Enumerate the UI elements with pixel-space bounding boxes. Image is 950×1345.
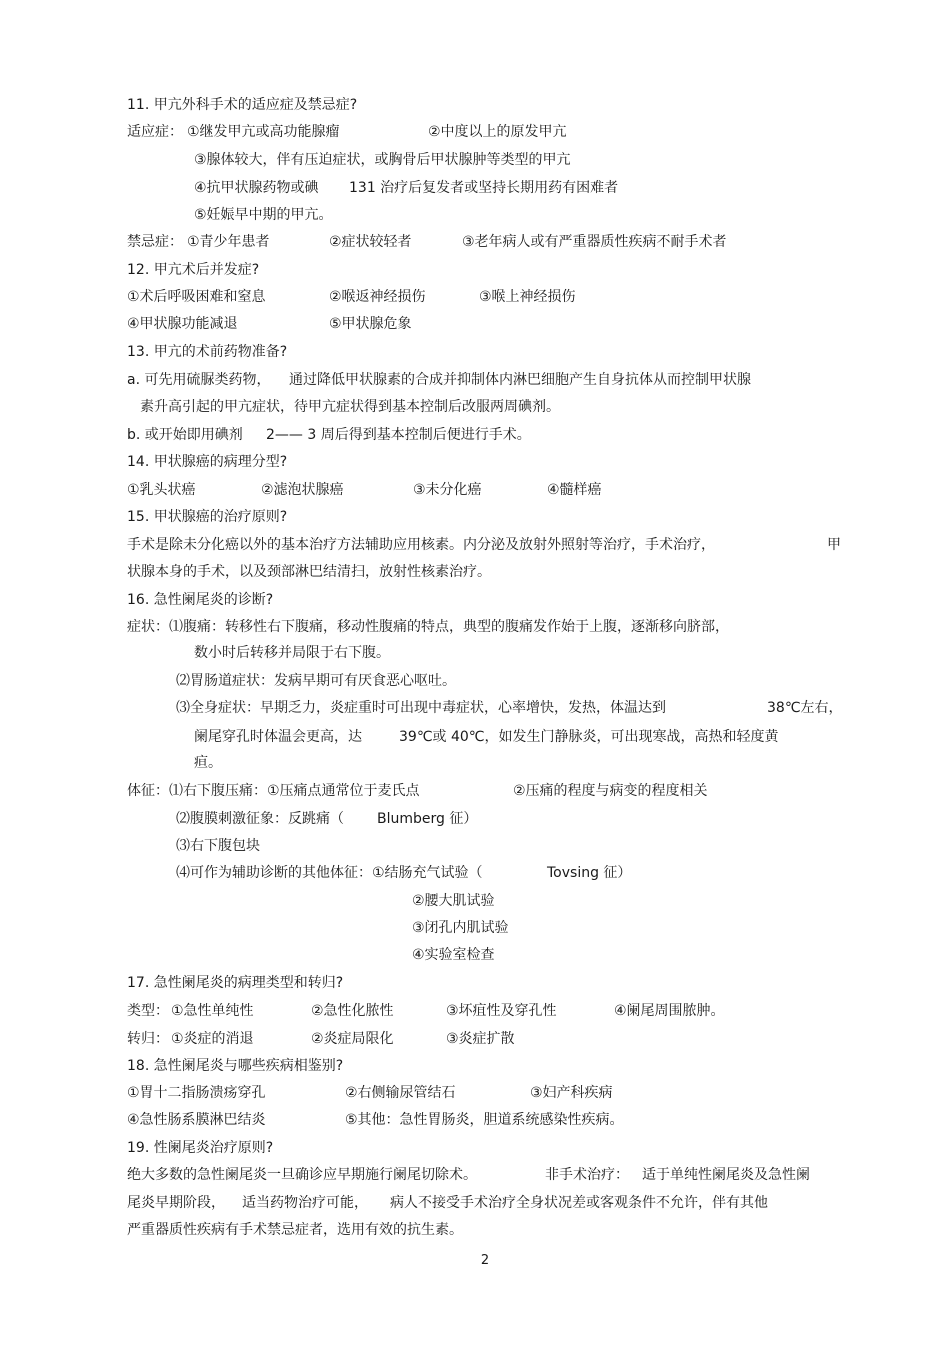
principle-line-1c: 适于单纯性阑尾炎及急性阑 bbox=[642, 1167, 810, 1183]
cancer-type-1: ①乳头状癌 bbox=[127, 482, 196, 498]
principle-line-1a: 绝大多数的急性阑尾炎一旦确诊应早期施行阑尾切除术。 bbox=[127, 1167, 477, 1183]
prep-b-line-1b: 2—— 3 周后得到基本控制后便进行手术。 bbox=[266, 427, 531, 443]
prep-a-line-2: 素升高引起的甲亢症状，待甲亢症状得到基本控制后改服两周碘剂。 bbox=[140, 399, 560, 415]
indication-item-3: ③腺体较大，伴有压迫症状，或胸骨后甲状腺肿等类型的甲亢 bbox=[194, 152, 571, 168]
indication-item-4a: ④抗甲状腺药物或碘 bbox=[194, 180, 319, 196]
sign-2b: Blumberg 征） bbox=[377, 811, 478, 827]
outcome-item-2: ②炎症局限化 bbox=[311, 1031, 394, 1047]
sign-4e: ④实验室检查 bbox=[412, 947, 495, 963]
type-item-3: ③坏疽性及穿孔性 bbox=[446, 1003, 557, 1019]
sign-1a: 体征：⑴右下腹压痛：①压痛点通常位于麦氏点 bbox=[127, 783, 420, 799]
sign-4b: Tovsing 征） bbox=[547, 865, 632, 881]
sign-2a: ⑵腹膜刺激征象：反跳痛（ bbox=[176, 811, 344, 827]
complication-item-3: ③喉上神经损伤 bbox=[479, 289, 576, 305]
question-11-title: 11. 甲亢外科手术的适应症及禁忌症? bbox=[127, 97, 358, 113]
symptom-3c: 阑尾穿孔时体温会更高，达 bbox=[194, 729, 362, 745]
indication-item-1: ①继发甲亢或高功能腺瘤 bbox=[187, 124, 340, 140]
contraindication-item-2: ②症状较轻者 bbox=[329, 234, 412, 250]
page-number: 2 bbox=[480, 1253, 490, 1268]
differential-item-4: ④急性肠系膜淋巴结炎 bbox=[127, 1112, 266, 1128]
question-16-title: 16. 急性阑尾炎的诊断? bbox=[127, 592, 274, 608]
sign-3: ⑶右下腹包块 bbox=[176, 838, 260, 854]
contraindication-label: 禁忌症： bbox=[127, 234, 183, 250]
indication-item-5: ⑤妊娠早中期的甲亢。 bbox=[194, 207, 333, 223]
cancer-type-2: ②滤泡状腺癌 bbox=[261, 482, 344, 498]
symptom-2: ⑵胃肠道症状：发病早期可有厌食恶心呕吐。 bbox=[176, 673, 456, 689]
question-13-title: 13. 甲亢的术前药物准备? bbox=[127, 344, 288, 360]
outcome-item-1: ①炎症的消退 bbox=[171, 1031, 254, 1047]
contraindication-item-1: ①青少年患者 bbox=[187, 234, 270, 250]
symptom-3b: 38℃左右， bbox=[767, 700, 843, 716]
complication-item-2: ②喉返神经损伤 bbox=[329, 289, 426, 305]
symptom-1: 症状：⑴腹痛：转移性右下腹痛，移动性腹痛的特点，典型的腹痛发作始于上腹，逐渐移向脐部， bbox=[127, 619, 729, 635]
prep-a-line-1b: 通过降低甲状腺素的合成并抑制体内淋巴细胞产生自身抗体从而控制甲状腺 bbox=[289, 372, 751, 388]
principle-line-1b: 非手术治疗： bbox=[545, 1167, 629, 1183]
type-label: 类型： bbox=[127, 1003, 169, 1019]
principle-line-2a: 尾炎早期阶段， bbox=[127, 1195, 225, 1211]
sign-1b: ②压痛的程度与病变的程度相关 bbox=[513, 783, 708, 799]
question-14-title: 14. 甲状腺癌的病理分型? bbox=[127, 454, 288, 470]
question-15-title: 15. 甲状腺癌的治疗原则? bbox=[127, 509, 288, 525]
differential-item-3: ③妇产科疾病 bbox=[530, 1085, 613, 1101]
contraindication-item-3: ③老年病人或有严重器质性疾病不耐手术者 bbox=[462, 234, 727, 250]
question-18-title: 18. 急性阑尾炎与哪些疾病相鉴别? bbox=[127, 1058, 344, 1074]
treatment-line-2: 状腺本身的手术，以及颈部淋巴结清扫，放射性核素治疗。 bbox=[127, 564, 491, 580]
principle-line-2b: 适当药物治疗可能， bbox=[242, 1195, 368, 1211]
complication-item-5: ⑤甲状腺危象 bbox=[329, 316, 412, 332]
cancer-type-3: ③未分化癌 bbox=[413, 482, 482, 498]
treatment-line-1b: 甲 bbox=[827, 537, 841, 553]
symptom-1-cont: 数小时后转移并局限于右下腹。 bbox=[194, 645, 390, 661]
indication-label: 适应症： bbox=[127, 124, 183, 140]
principle-line-2c: 病人不接受手术治疗全身状况差或客观条件不允许，伴有其他 bbox=[390, 1195, 768, 1211]
complication-item-4: ④甲状腺功能减退 bbox=[127, 316, 238, 332]
principle-line-3: 严重器质性疾病有手术禁忌症者，选用有效的抗生素。 bbox=[127, 1222, 463, 1238]
prep-b-line-1a: b. 或开始即用碘剂 bbox=[127, 427, 243, 443]
differential-item-1: ①胃十二指肠溃疡穿孔 bbox=[127, 1085, 266, 1101]
sign-4d: ③闭孔内肌试验 bbox=[412, 920, 509, 936]
type-item-1: ①急性单纯性 bbox=[171, 1003, 254, 1019]
indication-item-2: ②中度以上的原发甲亢 bbox=[428, 124, 567, 140]
question-19-title: 19. 性阑尾炎治疗原则? bbox=[127, 1140, 274, 1156]
type-item-4: ④阑尾周围脓肿。 bbox=[614, 1003, 725, 1019]
outcome-label: 转归： bbox=[127, 1031, 169, 1047]
question-17-title: 17. 急性阑尾炎的病理类型和转归? bbox=[127, 975, 344, 991]
cancer-type-4: ④髓样癌 bbox=[547, 482, 602, 498]
sign-4a: ⑷可作为辅助诊断的其他体征：①结肠充气试验（ bbox=[176, 865, 483, 881]
type-item-2: ②急性化脓性 bbox=[311, 1003, 394, 1019]
symptom-3e: 疸。 bbox=[194, 755, 222, 771]
indication-item-4b: 131 治疗后复发者或坚持长期用药有困难者 bbox=[349, 180, 619, 196]
complication-item-1: ①术后呼吸困难和窒息 bbox=[127, 289, 266, 305]
symptom-3a: ⑶全身症状：早期乏力，炎症重时可出现中毒症状，心率增快，发热，体温达到 bbox=[176, 700, 666, 716]
sign-4c: ②腰大肌试验 bbox=[412, 893, 495, 909]
differential-item-5: ⑤其他：急性胃肠炎，胆道系统感染性疾病。 bbox=[345, 1112, 624, 1128]
differential-item-2: ②右侧输尿管结石 bbox=[345, 1085, 456, 1101]
outcome-item-3: ③炎症扩散 bbox=[446, 1031, 515, 1047]
prep-a-line-1a: a. 可先用硫脲类药物， bbox=[127, 372, 271, 388]
question-12-title: 12. 甲亢术后并发症? bbox=[127, 262, 260, 278]
symptom-3d: 39℃或 40℃，如发生门静脉炎，可出现寒战，高热和轻度黄 bbox=[399, 729, 779, 745]
treatment-line-1a: 手术是除未分化癌以外的基本治疗方法辅助应用核素。内分泌及放射外照射等治疗，手术治疗， bbox=[127, 537, 715, 553]
